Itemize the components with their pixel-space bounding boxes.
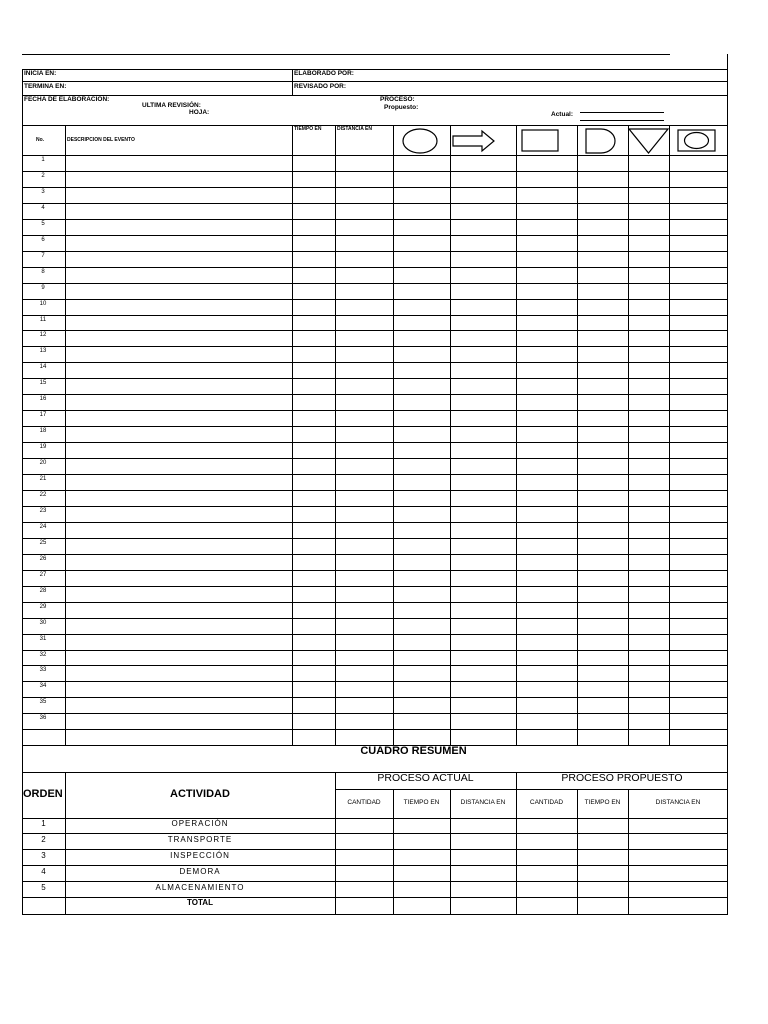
summary-title: CUADRO RESUMEN: [360, 745, 467, 757]
activity-name: DEMORA: [179, 867, 221, 876]
col-header-descripcion: DESCRIPCION DEL EVENTO: [67, 137, 135, 143]
row-number: 32: [39, 651, 47, 658]
row-number: 36: [39, 715, 47, 722]
row-number: 6: [41, 236, 45, 243]
distancia-actual-header: DISTANCIA EN: [460, 799, 506, 806]
row-number: 1: [41, 157, 45, 163]
activity-name: OPERACIÓN: [171, 819, 229, 828]
row-line: [22, 219, 728, 220]
propuesto-line: [580, 112, 664, 113]
row-line: [22, 681, 728, 682]
row-number: 5: [41, 220, 45, 227]
row-line: [22, 554, 728, 555]
top-rule: [22, 54, 670, 55]
row-number: 23: [39, 507, 47, 514]
row-line: [22, 618, 728, 619]
row-line: [22, 155, 728, 156]
row-number: 12: [39, 332, 47, 339]
activity-name: TRANSPORTE: [167, 835, 233, 844]
row-number: 24: [39, 523, 47, 530]
col-header-no: No.: [36, 137, 45, 143]
row-line: [22, 602, 728, 603]
ultima-revision-label: ULTIMA REVISIÓN:: [142, 102, 201, 109]
row-line: [22, 283, 728, 284]
row-line: [22, 378, 728, 379]
row-number: 25: [39, 539, 47, 546]
row-number: 13: [39, 348, 47, 355]
actual-line: [580, 120, 664, 121]
row-number: 22: [39, 491, 47, 498]
row-line: [22, 410, 728, 411]
form-right-border: [727, 54, 728, 915]
row-number: 29: [39, 603, 47, 610]
row-line: [22, 570, 728, 571]
col-header-tiempo: TIEMPO EN: [294, 126, 322, 132]
summary-row-line-1: [22, 833, 728, 834]
row-number: 15: [39, 380, 47, 387]
hoja-label: HOJA:: [189, 109, 210, 116]
header-top-line: [22, 69, 728, 70]
proceso-label: PROCESO:: [380, 96, 415, 103]
summary-row-line-3: [22, 865, 728, 866]
row-line: [22, 330, 728, 331]
activity-orden: 1: [41, 819, 46, 828]
row-line: [22, 713, 728, 714]
activity-name: ALMACENAMIENTO: [155, 883, 245, 892]
activity-orden: 4: [41, 867, 46, 876]
row-line: [22, 362, 728, 363]
header-divider: [292, 69, 293, 95]
row-number: 16: [39, 396, 47, 403]
row-line: [22, 235, 728, 236]
actividad-header: ACTIVIDAD: [170, 788, 230, 800]
summary-col-actividad: [335, 772, 336, 914]
row-number: 31: [39, 635, 47, 642]
cantidad-actual-header: CANTIDAD: [347, 799, 381, 806]
row-number: 27: [39, 571, 47, 578]
combined-square-circle-icon: [677, 129, 717, 153]
tiempo-propuesto-header: TIEMPO EN: [584, 799, 621, 806]
table-top-line: [22, 125, 728, 126]
delay-d-icon: [585, 128, 617, 154]
row-number: 35: [39, 699, 47, 706]
summary-col-tiempo-a: [450, 789, 451, 914]
revisado-por-label: REVISADO POR:: [294, 83, 347, 90]
propuesto-label: Propuesto:: [384, 104, 419, 111]
row-line: [22, 586, 728, 587]
actual-label: Actual:: [551, 111, 574, 118]
cantidad-propuesto-header: CANTIDAD: [529, 799, 564, 806]
row-line: [22, 203, 728, 204]
row-number: 8: [41, 268, 45, 275]
row-line: [22, 346, 728, 347]
row-line: [22, 665, 728, 666]
summary-row-line-2: [22, 849, 728, 850]
tiempo-actual-header: TIEMPO EN: [403, 799, 440, 806]
row-line: [22, 171, 728, 172]
activity-orden: 2: [41, 835, 46, 844]
activity-orden: 3: [41, 851, 46, 860]
row-number: 30: [39, 619, 47, 626]
row-number: 26: [39, 555, 47, 562]
summary-col-cantidad-a: [393, 789, 394, 914]
transport-arrow-icon: [452, 130, 496, 152]
row-line: [22, 506, 728, 507]
summary-col-tiempo-p: [628, 789, 629, 914]
row-number: 34: [39, 683, 47, 690]
row-line: [22, 267, 728, 268]
inspection-square-icon: [521, 129, 559, 153]
row-number: 7: [41, 252, 45, 259]
row-number: 20: [39, 460, 47, 467]
row-line: [22, 697, 728, 698]
row-number: 18: [39, 428, 47, 435]
row-line: [22, 538, 728, 539]
summary-row-line-5: [22, 897, 728, 898]
row-line: [22, 474, 728, 475]
col-header-distancia: DISTANCIA EN: [337, 126, 372, 132]
summary-header-bottom: [22, 818, 728, 819]
row-line: [22, 634, 728, 635]
row-number: 14: [39, 364, 47, 371]
total-label: TOTAL: [187, 898, 213, 907]
activity-name: INSPECCIÓN: [170, 851, 230, 860]
row-number: 28: [39, 587, 47, 594]
termina-en-label: TERMINA EN:: [24, 83, 67, 90]
row-number: 4: [41, 204, 45, 211]
proceso-actual-header: PROCESO ACTUAL: [377, 772, 474, 784]
row-line: [22, 522, 728, 523]
proceso-propuesto-header: PROCESO PROPUESTO: [561, 772, 683, 784]
fecha-elaboracion-label: FECHA DE ELABORACIÓN:: [24, 96, 110, 103]
header-line-3: [22, 95, 728, 96]
row-line: [22, 490, 728, 491]
row-line: [22, 442, 728, 443]
operation-circle-icon: [402, 128, 438, 154]
row-line: [22, 315, 728, 316]
row-number: 19: [39, 444, 47, 451]
row-number: 21: [39, 476, 47, 482]
row-number: 33: [39, 667, 47, 674]
row-line: [22, 426, 728, 427]
summary-col-cantidad-p: [577, 789, 578, 914]
inicia-en-label: INICIA EN:: [24, 70, 57, 77]
row-number: 9: [41, 284, 45, 291]
row-line: [22, 394, 728, 395]
row-line: [22, 650, 728, 651]
orden-header: ORDEN: [23, 788, 63, 800]
row-line: [22, 187, 728, 188]
distancia-propuesto-header: DISTANCIA EN: [655, 799, 701, 806]
storage-triangle-icon: [628, 128, 670, 155]
row-number: 17: [39, 412, 47, 419]
row-number: 3: [41, 188, 45, 195]
header-line-2: [22, 81, 728, 82]
row-line: [22, 299, 728, 300]
summary-col-split: [516, 772, 517, 914]
elaborado-por-label: ELABORADO POR:: [294, 70, 354, 77]
row-number: 2: [41, 172, 45, 179]
summary-row-line-4: [22, 881, 728, 882]
row-number: 10: [39, 300, 47, 307]
row-line: [22, 458, 728, 459]
row-line: [22, 251, 728, 252]
row-line: [22, 729, 728, 730]
activity-orden: 5: [41, 883, 46, 892]
summary-bottom-line: [22, 914, 728, 915]
row-number: 11: [39, 316, 47, 323]
